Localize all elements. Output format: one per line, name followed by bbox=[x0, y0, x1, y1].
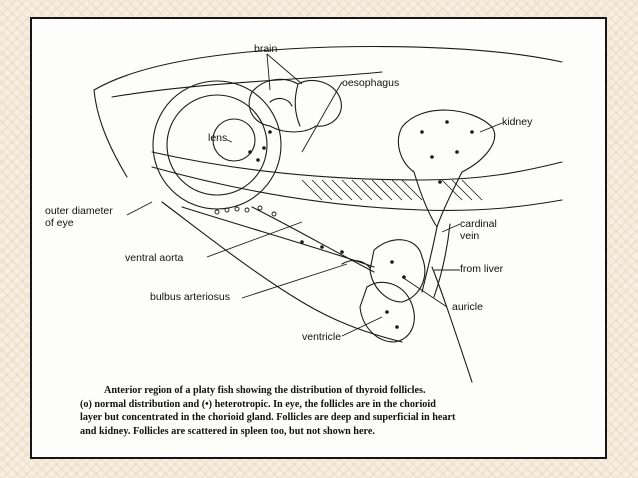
label-cardinal-vein-line1: cardinal bbox=[460, 218, 497, 230]
from-liver-vessel bbox=[432, 267, 472, 382]
label-outer-diameter-line1: outer diameter bbox=[45, 205, 113, 217]
outer-diameter-leader-line bbox=[127, 202, 152, 215]
label-kidney: kidney bbox=[502, 116, 533, 128]
head-outline bbox=[94, 47, 562, 90]
oesophagus-leader-line bbox=[302, 82, 342, 152]
caption-line-3: layer but concentrated in the chorioid gland. Follicles are deep and superficial in heart bbox=[80, 412, 456, 424]
follicle-dot bbox=[420, 130, 424, 134]
oesophagus-line-lower bbox=[152, 167, 562, 210]
bulbus-arteriosus-leader-line bbox=[242, 264, 347, 298]
brain-leader-line bbox=[267, 54, 270, 90]
label-ventricle: ventricle bbox=[302, 331, 342, 343]
follicle-dot bbox=[395, 325, 399, 329]
follicle-circle bbox=[235, 207, 239, 211]
follicle-dot bbox=[455, 150, 459, 154]
label-ventral-aorta: ventral aorta bbox=[125, 252, 184, 264]
follicle-circle bbox=[245, 208, 249, 212]
label-cardinal-vein-line2: vein bbox=[460, 230, 480, 242]
oesophagus-hatch-band bbox=[302, 180, 482, 200]
kidney-leader-line bbox=[480, 123, 502, 132]
ventricle-leader-line bbox=[342, 317, 382, 336]
cardinal-vein-line-2 bbox=[434, 224, 450, 297]
follicle-dot bbox=[300, 240, 304, 244]
follicle-dot bbox=[320, 245, 324, 249]
follicle-dot bbox=[385, 310, 389, 314]
oesophagus-line-upper bbox=[152, 152, 562, 180]
lens-leader-line bbox=[227, 140, 232, 142]
snout-outline bbox=[94, 90, 127, 177]
caption-line-4: and kidney. Follicles are scattered in spleen too, but not shown here. bbox=[80, 425, 375, 437]
follicle-dot bbox=[438, 180, 442, 184]
label-lens: lens bbox=[208, 132, 228, 144]
caption-line-1: Anterior region of a platy fish showing the distribution of thyroid follicles. bbox=[104, 385, 426, 396]
follicle-dot bbox=[262, 146, 266, 150]
label-from-liver: from liver bbox=[460, 263, 504, 275]
follicle-dot bbox=[430, 155, 434, 159]
ventral-aorta-line bbox=[252, 207, 374, 272]
label-brain: brain bbox=[254, 43, 278, 55]
follicle-dot bbox=[470, 130, 474, 134]
follicle-dot bbox=[248, 150, 252, 154]
follicle-dot bbox=[256, 158, 260, 162]
follicle-dot bbox=[268, 130, 272, 134]
label-auricle: auricle bbox=[452, 301, 483, 313]
eye-outer-circle bbox=[153, 81, 281, 209]
cardinal-vein-leader-line bbox=[442, 224, 460, 232]
eye-inner-circle bbox=[167, 95, 267, 195]
label-oesophagus: oesophagus bbox=[342, 77, 400, 89]
figure-frame bbox=[30, 17, 607, 459]
label-outer-diameter-line2: of eye bbox=[45, 217, 74, 229]
auricle-outline bbox=[370, 240, 425, 302]
follicle-dot bbox=[340, 250, 344, 254]
follicle-dot bbox=[390, 260, 394, 264]
follicle-circle bbox=[272, 212, 276, 216]
body-line bbox=[182, 207, 374, 267]
brain-lobe-detail bbox=[270, 99, 292, 106]
figure-caption bbox=[80, 384, 580, 438]
follicle-dot bbox=[445, 120, 449, 124]
brain-lobe-divider bbox=[295, 84, 300, 126]
caption-line-2: (o) normal distribution and (•) heterotropic. In eye, the follicles are in the chorioid bbox=[80, 398, 436, 410]
follicle-circle bbox=[258, 206, 262, 210]
label-bulbus-arteriosus: bulbus arteriosus bbox=[150, 291, 230, 303]
follicle-circle bbox=[215, 210, 219, 214]
cardinal-vein-line bbox=[422, 227, 437, 292]
